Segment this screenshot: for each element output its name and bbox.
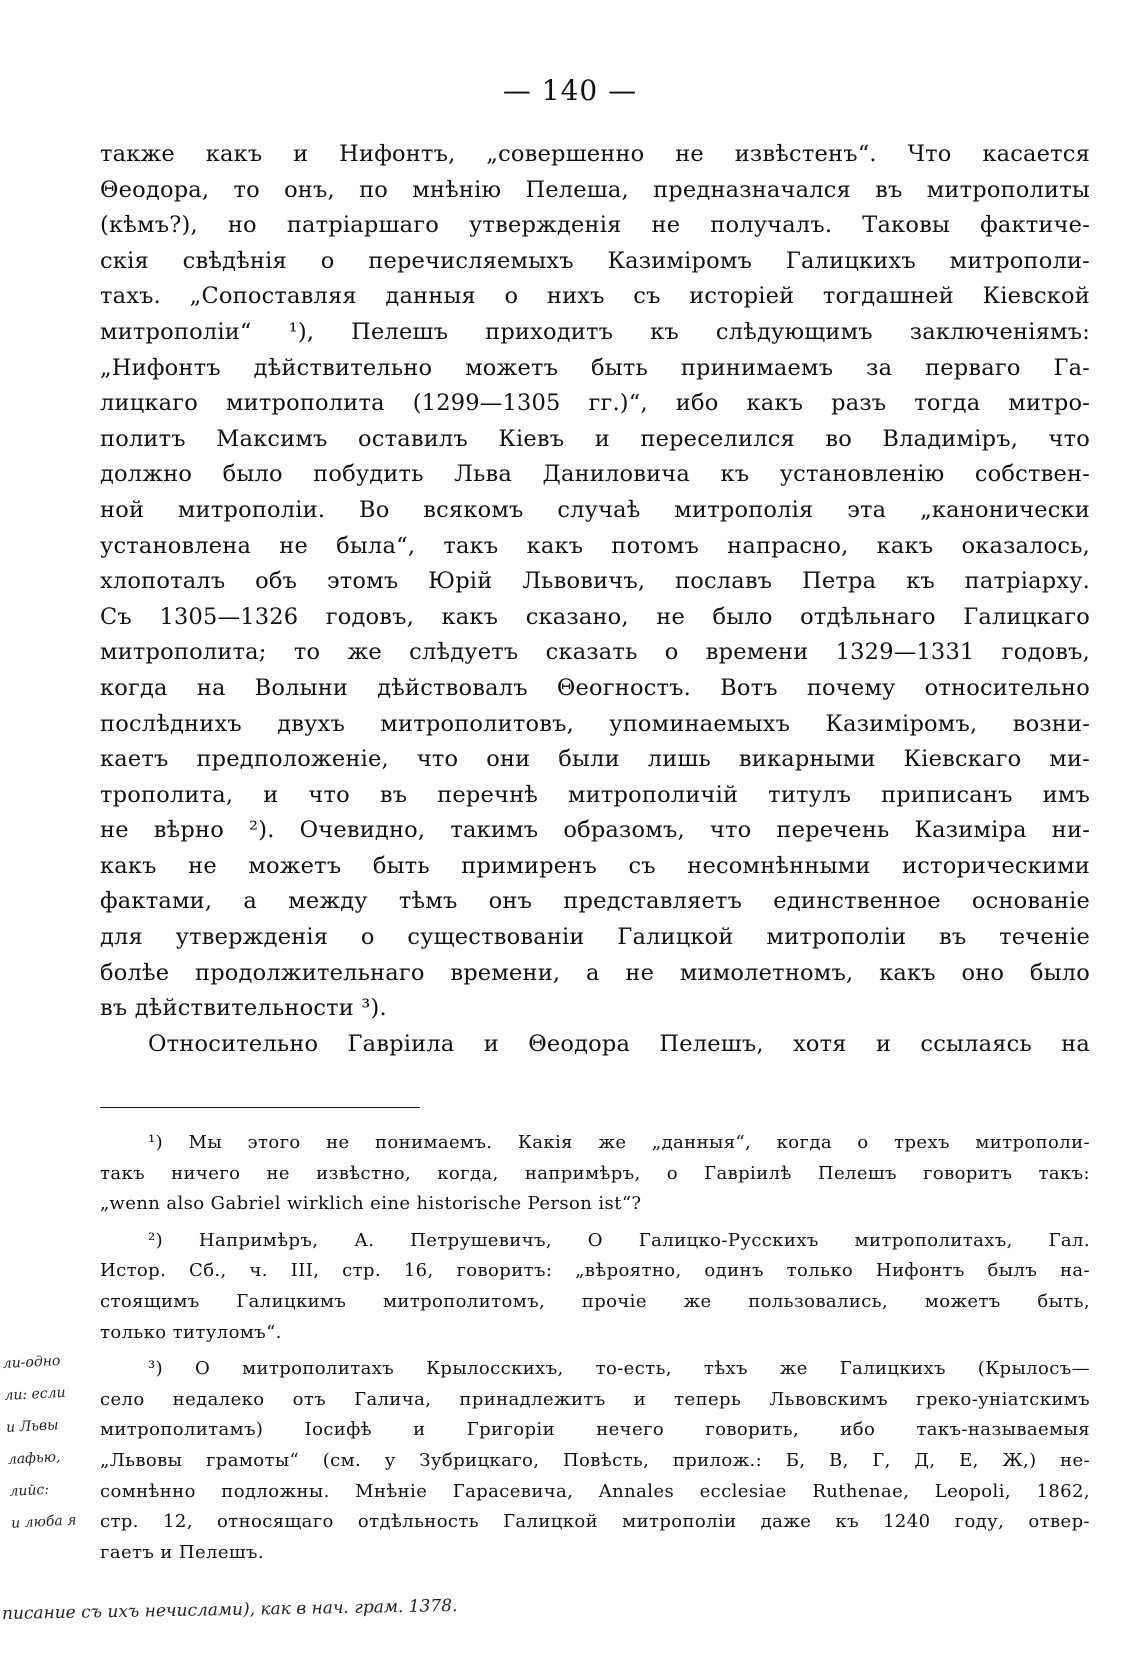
- text-line: хлопоталъ объ этомъ Юрій Львовичъ, пославъ Петра къ патріарху.: [100, 568, 1090, 595]
- text-line: также какъ и Нифонтъ, „совершенно не извѣстенъ“. Что касается: [100, 141, 1090, 167]
- main-text: [100, 137, 1090, 1062]
- footnote-line: такъ ничего не извѣстно, когда, напримѣръ, о Гавріилѣ Пелешъ говоритъ такъ:: [100, 1162, 1090, 1184]
- text-line: когда на Волыни дѣйствовалъ Θеогностъ. Вотъ почему относительно: [100, 674, 1090, 701]
- text-line: тахъ. „Сопоставляя данныя о нихъ съ исторіей тогдашней Кіевской: [100, 283, 1090, 310]
- footnote-divider: [100, 1107, 420, 1108]
- text-line: установлена не была“, такъ какъ потомъ напрасно, какъ оказалось,: [100, 532, 1090, 559]
- footnote-line: ²) Напримѣръ, А. Петрушевичъ, О Галицко-Русскихъ митрополитахъ, Гал.: [148, 1229, 1090, 1251]
- marginalia-line: ли-одно: [2, 1352, 61, 1372]
- footnote-line: гаетъ и Пелешъ.: [100, 1541, 265, 1563]
- text-line: ной митрополіи. Во всякомъ случаѣ митрополія эта „канонически: [100, 496, 1090, 523]
- text-line: каетъ предположеніе, что они были лишь викарными Кіевскаго ми-: [100, 746, 1090, 773]
- footnote-line: стр. 12, относящаго отдѣльность Галицкой митрополіи даже къ 1240 году, отвер-: [100, 1511, 1090, 1533]
- text-line: Θеодора, то онъ, по мнѣнію Пелеша, предназначался въ митрополиты: [100, 176, 1090, 203]
- text-line: трополита, и что въ перечнѣ митрополичій титулъ приписанъ имъ: [100, 781, 1090, 808]
- text-line: послѣднихъ двухъ митрополитовъ, упоминаемыхъ Казиміромъ, возни-: [100, 710, 1090, 737]
- footnote-line: ³) О митрополитахъ Крылосскихъ, то-есть, тѣхъ же Галицкихъ (Крылосъ—: [148, 1358, 1090, 1380]
- text-line: политъ Максимъ оставилъ Кіевъ и переселился во Владиміръ, что: [100, 425, 1090, 452]
- text-line: (кѣмъ?), но патріаршаго утвержденія не получалъ. Таковы фактиче-: [100, 212, 1090, 239]
- footnote-line: село недалеко отъ Галича, принадлежитъ и теперь Львовскимъ греко-уніатскимъ: [100, 1388, 1090, 1410]
- footnote-line: Истор. Сб., ч. III, стр. 16, говоритъ: „вѣроятно, одинъ только Нифонтъ былъ на-: [100, 1260, 1090, 1282]
- handwritten-marginalia: [2, 1343, 108, 1540]
- footnote-1: [100, 1128, 1090, 1220]
- text-line: въ дѣйствительности ³).: [100, 995, 387, 1022]
- text-line: митрополіи“ ¹), Пелешъ приходитъ къ слѣдующимъ заключеніямъ:: [100, 318, 1090, 345]
- text-line: фактами, а между тѣмъ онъ представляетъ единственное основаніе: [100, 888, 1090, 915]
- marginalia-line: и люба я: [10, 1512, 77, 1532]
- footnote-line: митрополитамъ) Іосифѣ и Григоріи нечего говорить, ибо такъ-называемыя: [100, 1419, 1090, 1441]
- text-line: какъ не можетъ быть примиренъ съ несомнѣнными историческими: [100, 852, 1090, 879]
- page-number: — 140 —: [502, 74, 638, 107]
- marginalia-line: и Львы: [5, 1417, 59, 1436]
- footnotes: [100, 1128, 1090, 1568]
- footnote-line: стоящимъ Галицкимъ митрополитомъ, прочіе же пользовались, можетъ быть,: [100, 1290, 1090, 1312]
- text-line: болѣе продолжительнаго времени, а не мимолетномъ, какъ оно было: [100, 959, 1090, 986]
- footnote-3: [100, 1354, 1090, 1568]
- footnote-line: „wenn also Gabriel wirklich eine historische Person ist“?: [100, 1193, 642, 1215]
- text-line: „Нифонтъ дѣйствительно можетъ быть принимаемъ за перваго Га-: [100, 354, 1090, 381]
- text-line: митрополита; то же слѣдуетъ сказать о времени 1329—1331 годовъ,: [100, 639, 1090, 666]
- text-line: Съ 1305—1326 годовъ, какъ сказано, не было отдѣльнаго Галицкаго: [100, 603, 1090, 630]
- handwritten-note: писание съ ихъ нечислами), как в нач. грам. 1378.: [1, 1596, 458, 1624]
- text-line: скія свѣдѣнія о перечисляемыхъ Казиміромъ Галицкихъ митрополи-: [100, 247, 1090, 274]
- text-line: Относительно Гавріила и Θеодора Пелешъ, хотя и ссылаясь на: [148, 1030, 1090, 1057]
- footnote-2: [100, 1226, 1090, 1348]
- footnote-line: только титуломъ“.: [100, 1321, 282, 1343]
- text-line: должно было побудить Льва Даниловича къ установленію собствен-: [100, 461, 1090, 488]
- footnote-line: „Львовы грамоты“ (см. у Зубрицкаго, Повѣсть, прилож.: Б, В, Г, Д, Е, Ж,) не-: [100, 1449, 1090, 1471]
- text-line: для утвержденія о существованіи Галицкой митрополіи въ теченіе: [100, 924, 1090, 951]
- marginalia-line: ли: если: [4, 1384, 67, 1404]
- footnote-line: сомнѣнно подложны. Мнѣніе Гарасевича, Annales ecclesiae Ruthenae, Leopoli, 1862,: [100, 1480, 1090, 1502]
- text-line: не вѣрно ²). Очевидно, такимъ образомъ, что перечень Казиміра ни-: [100, 817, 1090, 844]
- marginalia-line: лафью,: [7, 1449, 61, 1468]
- marginalia-line: лийс:: [9, 1481, 50, 1500]
- footnote-line: ¹) Мы этого не понимаемъ. Какія же „данныя“, когда о трехъ митрополи-: [148, 1132, 1090, 1153]
- text-line: лицкаго митрополита (1299—1305 гг.)“, ибо какъ разъ тогда митро-: [100, 390, 1090, 417]
